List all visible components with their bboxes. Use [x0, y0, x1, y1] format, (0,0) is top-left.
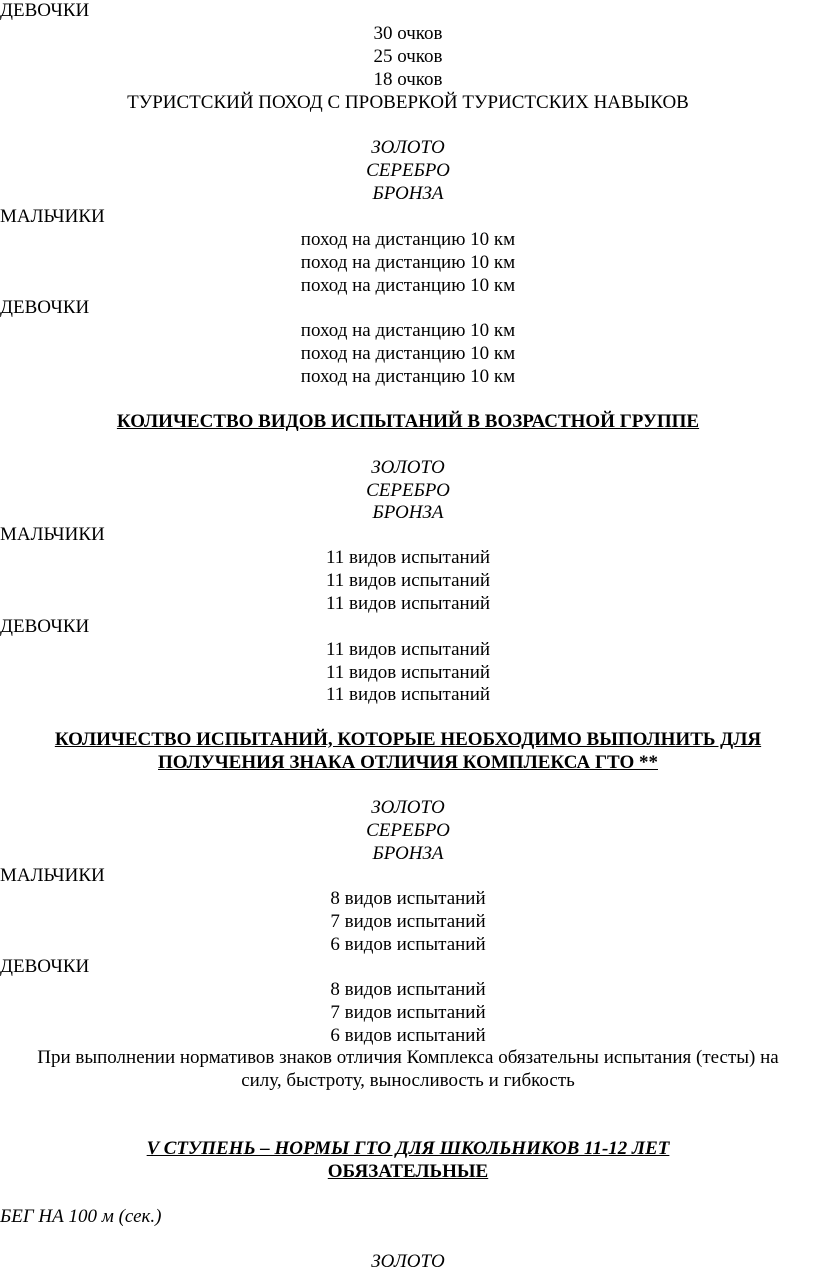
- count-value: 11 видов испытаний: [325, 593, 491, 614]
- medal-bronze: БРОНЗА: [372, 843, 444, 864]
- section-title-count: КОЛИЧЕСТВО ВИДОВ ИСПЫТАНИЙ В ВОЗРАСТНОЙ ГРУППЕ: [116, 411, 700, 432]
- required-value: 8 видов испытаний: [330, 888, 486, 909]
- hike-value: поход на дистанцию 10 км: [300, 252, 516, 273]
- girls-label: ДЕВОЧКИ: [0, 0, 90, 21]
- section-title-hike: ТУРИСТСКИЙ ПОХОД С ПРОВЕРКОЙ ТУРИСТСКИХ НАВЫКОВ: [127, 92, 689, 113]
- points-value: 25 очков: [373, 46, 443, 67]
- note-text: При выполнении нормативов знаков отличия Комплекса обязательны испытания (тесты) на: [37, 1047, 779, 1068]
- stage-title: V СТУПЕНЬ – НОРМЫ ГТО ДЛЯ ШКОЛЬНИКОВ 11-12 ЛЕТ: [146, 1138, 670, 1159]
- girls-label: ДЕВОЧКИ: [0, 297, 90, 318]
- required-value: 7 видов испытаний: [330, 911, 486, 932]
- required-value: 7 видов испытаний: [330, 1002, 486, 1023]
- medal-bronze: БРОНЗА: [372, 502, 444, 523]
- boys-label: МАЛЬЧИКИ: [0, 865, 105, 886]
- count-value: 11 видов испытаний: [325, 547, 491, 568]
- run-label: БЕГ НА 100 м (сек.): [0, 1206, 162, 1227]
- count-value: 11 видов испытаний: [325, 662, 491, 683]
- medal-bronze: БРОНЗА: [372, 183, 444, 204]
- medal-gold: ЗОЛОТО: [371, 797, 445, 818]
- boys-label: МАЛЬЧИКИ: [0, 206, 105, 227]
- hike-value: поход на дистанцию 10 км: [300, 343, 516, 364]
- hike-value: поход на дистанцию 10 км: [300, 366, 516, 387]
- medal-silver: СЕРЕБРО: [366, 160, 450, 181]
- section-title-required: ПОЛУЧЕНИЯ ЗНАКА ОТЛИЧИЯ КОМПЛЕКСА ГТО **: [158, 752, 658, 773]
- note-text: силу, быстроту, выносливость и гибкость: [241, 1070, 575, 1091]
- hike-value: поход на дистанцию 10 км: [300, 229, 516, 250]
- hike-value: поход на дистанцию 10 км: [300, 320, 516, 341]
- medal-silver: СЕРЕБРО: [366, 480, 450, 501]
- count-value: 11 видов испытаний: [325, 684, 491, 705]
- girls-label: ДЕВОЧКИ: [0, 956, 90, 977]
- stage-subtitle: ОБЯЗАТЕЛЬНЫЕ: [327, 1161, 489, 1182]
- medal-gold: ЗОЛОТО: [371, 137, 445, 158]
- medal-gold: ЗОЛОТО: [371, 457, 445, 478]
- required-value: 8 видов испытаний: [330, 979, 486, 1000]
- count-value: 11 видов испытаний: [325, 639, 491, 660]
- points-value: 30 очков: [373, 23, 443, 44]
- medal-silver: СЕРЕБРО: [366, 820, 450, 841]
- section-title-required: КОЛИЧЕСТВО ИСПЫТАНИЙ, КОТОРЫЕ НЕОБХОДИМО ВЫПОЛНИТЬ ДЛЯ: [54, 729, 762, 750]
- required-value: 6 видов испытаний: [330, 934, 486, 955]
- medal-gold: ЗОЛОТО: [371, 1251, 445, 1272]
- required-value: 6 видов испытаний: [330, 1025, 486, 1046]
- hike-value: поход на дистанцию 10 км: [300, 275, 516, 296]
- points-value: 18 очков: [373, 69, 443, 90]
- boys-label: МАЛЬЧИКИ: [0, 524, 105, 545]
- girls-label: ДЕВОЧКИ: [0, 616, 90, 637]
- count-value: 11 видов испытаний: [325, 570, 491, 591]
